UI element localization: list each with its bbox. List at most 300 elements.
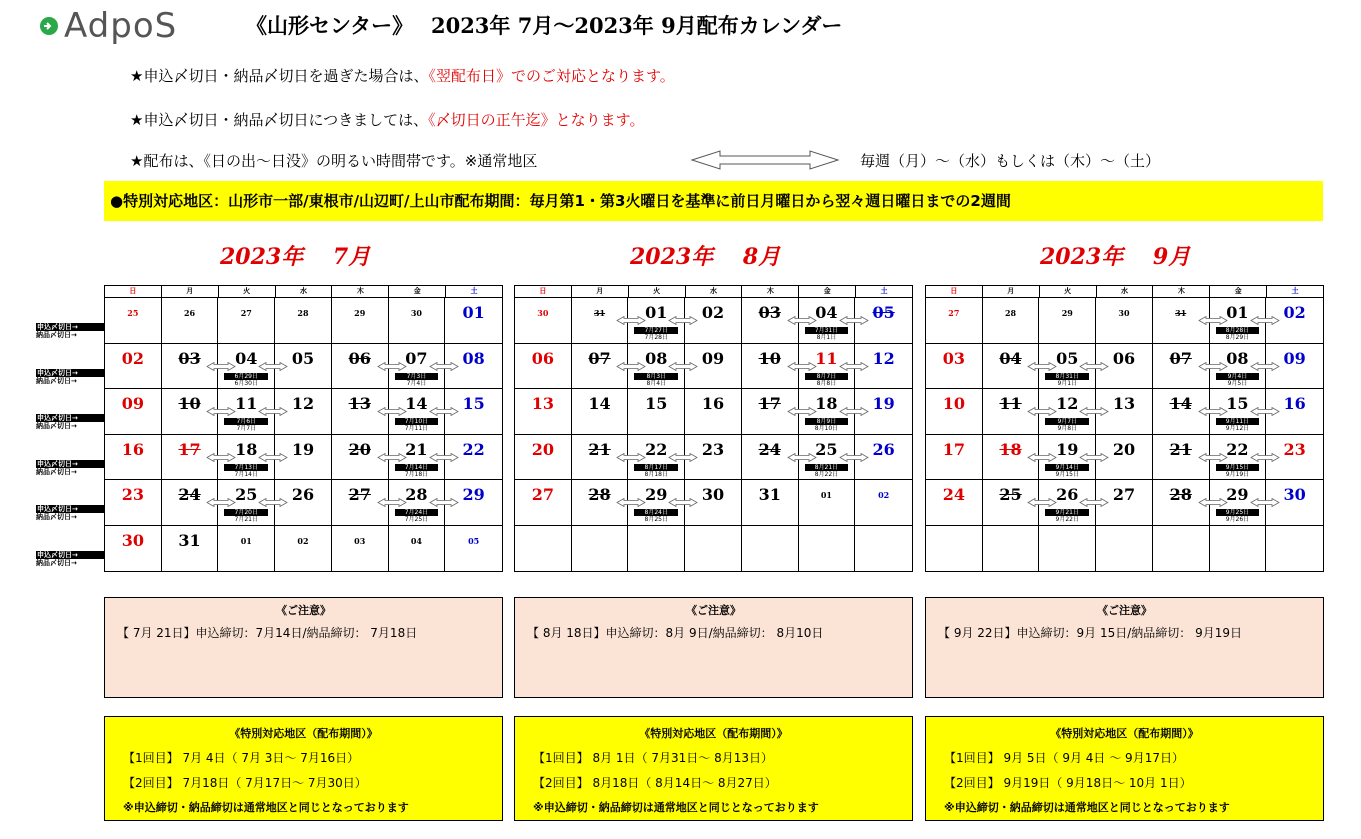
page-title: 《山形センター》 2023年 7月～2023年 9月配布カレンダー bbox=[246, 13, 843, 38]
day-number: 10 bbox=[942, 394, 965, 413]
range-arrow-icon bbox=[616, 447, 646, 456]
apply-deadline: 7月20日 bbox=[224, 509, 268, 516]
day-cell bbox=[1153, 526, 1210, 572]
apply-deadline: 8月21日 bbox=[805, 464, 849, 471]
day-number: 02 bbox=[121, 348, 144, 368]
day-cell bbox=[218, 526, 275, 572]
day-cell bbox=[332, 526, 389, 572]
day-number: 09 bbox=[1283, 348, 1306, 368]
special-heading: 《特別対応地区（配布期間）》 bbox=[1050, 727, 1199, 740]
day-cell bbox=[1096, 435, 1153, 481]
day-number: 25 bbox=[999, 485, 1022, 504]
day-cell bbox=[105, 298, 162, 344]
delivery-deadline: 8月29日 bbox=[1225, 334, 1250, 341]
day-cell bbox=[1096, 298, 1153, 344]
apply-deadline: 8月24日 bbox=[634, 509, 678, 516]
day-number: 19 bbox=[291, 439, 315, 459]
delivery-deadline: 7月11日 bbox=[404, 425, 429, 432]
apply-deadline: 8月31日 bbox=[1045, 373, 1089, 380]
day-number: 01 bbox=[820, 490, 832, 500]
range-arrow-icon bbox=[1198, 492, 1228, 501]
day-cell bbox=[105, 344, 162, 390]
day-cell bbox=[685, 389, 742, 435]
weekday-header: 日 bbox=[105, 286, 162, 297]
day-cell bbox=[275, 526, 332, 572]
row-side-label: 申込〆切日→ 納品〆切日→ bbox=[36, 414, 104, 430]
day-number: 15 bbox=[645, 394, 668, 413]
day-number: 20 bbox=[1112, 439, 1136, 459]
day-number: 29 bbox=[1226, 485, 1249, 504]
special-second: 【2回目】 8月18日（ 8月14日～ 8月27日） bbox=[533, 776, 777, 790]
notice-body: 【 9月 22日】申込締切：9月 15日/納品締切： 9月19日 bbox=[938, 626, 1243, 640]
day-cell bbox=[275, 344, 332, 390]
day-number: 02 bbox=[1283, 303, 1306, 322]
apply-deadline: 6月29日 bbox=[224, 373, 268, 380]
row-side-label: 申込〆切日→ 納品〆切日→ bbox=[36, 323, 104, 339]
special-period-box bbox=[104, 716, 503, 821]
day-cell bbox=[515, 389, 572, 435]
day-number: 22 bbox=[645, 439, 668, 459]
weekday-header: 月 bbox=[162, 286, 219, 297]
day-number: 04 bbox=[999, 348, 1022, 368]
day-cell bbox=[983, 526, 1040, 572]
day-number: 14 bbox=[588, 394, 611, 413]
day-cell bbox=[1096, 344, 1153, 390]
apply-deadline: 8月3日 bbox=[634, 373, 678, 380]
day-cell bbox=[515, 435, 572, 481]
delivery-deadline: 8月4日 bbox=[646, 379, 667, 387]
day-cell bbox=[445, 435, 502, 481]
day-number: 01 bbox=[1226, 303, 1249, 322]
delivery-deadline: 7月25日 bbox=[404, 516, 429, 523]
special-period-box bbox=[925, 716, 1324, 821]
apply-deadline: 7月31日 bbox=[805, 327, 849, 334]
day-cell bbox=[1096, 526, 1153, 572]
row-side-label: 申込〆切日→ 納品〆切日→ bbox=[36, 369, 104, 385]
delivery-deadline: 7月18日 bbox=[404, 470, 429, 478]
day-number: 20 bbox=[531, 439, 554, 459]
notice-box bbox=[514, 597, 913, 698]
special-period-box bbox=[514, 716, 913, 821]
day-number: 10 bbox=[758, 348, 781, 368]
day-number: 18 bbox=[999, 439, 1022, 459]
range-arrow-icon bbox=[1027, 492, 1057, 501]
row-side-label: 申込〆切日→ 納品〆切日→ bbox=[36, 460, 104, 476]
apply-deadline: 7月27日 bbox=[634, 327, 678, 334]
day-number: 24 bbox=[178, 485, 201, 504]
apply-deadline: 7月24日 bbox=[395, 509, 439, 516]
delivery-deadline: 8月10日 bbox=[814, 425, 839, 432]
apply-deadline: 9月15日 bbox=[1216, 464, 1260, 471]
notice-heading: 《ご注意》 bbox=[276, 604, 331, 617]
weekday-header: 水 bbox=[1097, 286, 1154, 297]
apply-deadline: 9月21日 bbox=[1045, 509, 1089, 516]
apply-deadline: 9月11日 bbox=[1216, 418, 1260, 425]
day-number: 27 bbox=[1112, 485, 1136, 504]
day-number: 26 bbox=[291, 485, 315, 504]
day-cell bbox=[1096, 480, 1153, 526]
weekday-header: 木 bbox=[742, 286, 799, 297]
day-cell bbox=[628, 435, 685, 481]
weekday-header: 日 bbox=[515, 286, 572, 297]
day-number: 05 bbox=[468, 535, 480, 546]
apply-deadline: 9月25日 bbox=[1216, 509, 1260, 516]
day-number: 14 bbox=[405, 394, 428, 413]
apply-deadline: 7月10日 bbox=[395, 418, 439, 425]
day-cell bbox=[1266, 344, 1323, 390]
day-number: 02 bbox=[297, 535, 309, 546]
day-number: 28 bbox=[405, 485, 428, 504]
day-number: 05 bbox=[291, 348, 315, 368]
day-number: 12 bbox=[872, 348, 895, 368]
day-number: 25 bbox=[235, 485, 258, 504]
day-cell bbox=[685, 298, 742, 344]
special-second: 【2回目】 9月19日（ 9月18日～ 10月 1日） bbox=[944, 776, 1192, 790]
day-number: 26 bbox=[1056, 485, 1079, 504]
day-cell bbox=[1210, 344, 1267, 390]
range-arrow-icon bbox=[1198, 401, 1228, 410]
day-cell bbox=[926, 480, 983, 526]
day-number: 19 bbox=[872, 394, 895, 413]
day-cell bbox=[1039, 389, 1096, 435]
day-cell bbox=[162, 298, 219, 344]
delivery-deadline: 8月22日 bbox=[814, 470, 839, 478]
day-number: 04 bbox=[815, 303, 838, 322]
day-number: 23 bbox=[1283, 439, 1306, 459]
day-cell bbox=[628, 344, 685, 390]
weekday-header: 金 bbox=[799, 286, 856, 297]
day-number: 27 bbox=[240, 308, 252, 318]
day-cell bbox=[218, 435, 275, 481]
day-cell bbox=[628, 298, 685, 344]
range-arrow-icon bbox=[206, 356, 236, 365]
day-number: 06 bbox=[348, 348, 371, 368]
day-number: 01 bbox=[645, 303, 668, 322]
day-cell bbox=[332, 298, 389, 344]
day-number: 24 bbox=[942, 485, 965, 504]
day-cell bbox=[105, 480, 162, 526]
day-number: 08 bbox=[462, 348, 485, 368]
day-number: 17 bbox=[758, 394, 781, 413]
day-cell bbox=[1210, 389, 1267, 435]
range-arrow-icon bbox=[377, 401, 407, 410]
day-cell bbox=[515, 526, 572, 572]
day-cell bbox=[628, 389, 685, 435]
day-cell bbox=[389, 435, 446, 481]
day-cell bbox=[515, 298, 572, 344]
day-number: 04 bbox=[235, 348, 258, 368]
day-number: 21 bbox=[1169, 439, 1192, 459]
apply-deadline: 9月4日 bbox=[1216, 373, 1260, 380]
day-number: 10 bbox=[178, 394, 201, 413]
day-number: 06 bbox=[1112, 348, 1136, 368]
range-arrow-icon bbox=[377, 447, 407, 456]
day-number: 27 bbox=[948, 308, 960, 318]
apply-deadline: 8月9日 bbox=[805, 418, 849, 425]
day-cell bbox=[162, 526, 219, 572]
day-number: 18 bbox=[815, 394, 838, 413]
delivery-deadline: 7月4日 bbox=[406, 379, 427, 387]
special-note: ※申込締切・納品締切は通常地区と同じとなっております bbox=[533, 801, 819, 814]
special-area-banner: ●特別対応地区：山形市一部/東根市/山辺町/上山市配布期間：毎月第1・第3火曜日を基準に前日月曜日から翌々週日曜日までの2週間 bbox=[104, 181, 1323, 221]
apply-deadline: 7月14日 bbox=[395, 464, 439, 471]
delivery-deadline: 8月25日 bbox=[644, 516, 668, 523]
notice-heading: 《ご注意》 bbox=[1097, 604, 1152, 617]
day-number: 16 bbox=[121, 439, 144, 459]
day-number: 25 bbox=[127, 308, 139, 318]
range-arrow-icon bbox=[1027, 356, 1057, 365]
day-number: 01 bbox=[462, 303, 485, 322]
day-number: 30 bbox=[537, 308, 549, 318]
special-first: 【1回目】 8月 1日（ 7月31日～ 8月13日） bbox=[533, 751, 773, 765]
month-heading: 2023年 8月 bbox=[630, 244, 781, 270]
day-number: 28 bbox=[588, 485, 611, 504]
day-cell bbox=[799, 480, 856, 526]
day-number: 20 bbox=[348, 439, 371, 459]
day-cell bbox=[389, 344, 446, 390]
day-number: 07 bbox=[588, 348, 611, 368]
range-arrow-icon bbox=[377, 492, 407, 501]
weekday-header: 土 bbox=[880, 287, 888, 295]
day-cell bbox=[799, 298, 856, 344]
day-number: 07 bbox=[1169, 348, 1192, 368]
month-calendar bbox=[104, 285, 503, 572]
special-first: 【1回目】 9月 5日（ 9月 4日 ～ 9月17日） bbox=[944, 751, 1184, 765]
day-number: 28 bbox=[297, 308, 309, 318]
day-cell bbox=[1039, 480, 1096, 526]
day-cell bbox=[685, 480, 742, 526]
day-number: 11 bbox=[235, 394, 258, 413]
day-cell bbox=[1210, 298, 1267, 344]
day-number: 13 bbox=[1112, 394, 1136, 413]
day-cell bbox=[445, 526, 502, 572]
day-cell bbox=[275, 435, 332, 481]
day-cell bbox=[218, 389, 275, 435]
day-cell bbox=[389, 526, 446, 572]
range-arrow-icon bbox=[1198, 447, 1228, 456]
day-number: 12 bbox=[291, 394, 315, 413]
delivery-deadline: 9月19日 bbox=[1225, 470, 1250, 478]
apply-deadline: 8月17日 bbox=[634, 464, 678, 471]
weekday-header: 月 bbox=[983, 286, 1040, 297]
day-cell bbox=[926, 298, 983, 344]
day-number: 29 bbox=[1061, 308, 1073, 318]
day-number: 31 bbox=[178, 530, 201, 550]
day-number: 25 bbox=[815, 439, 838, 459]
range-arrow-icon bbox=[787, 356, 817, 365]
day-number: 09 bbox=[701, 348, 725, 368]
range-arrow-icon bbox=[206, 447, 236, 456]
day-cell bbox=[628, 526, 685, 572]
day-number: 03 bbox=[758, 303, 781, 322]
day-number: 24 bbox=[758, 439, 781, 459]
apply-deadline: 7月6日 bbox=[224, 418, 268, 425]
day-cell bbox=[218, 298, 275, 344]
delivery-deadline: 6月30日 bbox=[234, 379, 258, 387]
day-number: 29 bbox=[645, 485, 668, 504]
day-number: 17 bbox=[178, 439, 201, 459]
day-number: 28 bbox=[1004, 308, 1017, 318]
special-heading: 《特別対応地区（配布期間）》 bbox=[229, 727, 378, 740]
day-cell bbox=[1266, 389, 1323, 435]
day-cell bbox=[1210, 526, 1267, 572]
day-number: 03 bbox=[178, 348, 201, 368]
day-cell bbox=[105, 435, 162, 481]
day-number: 11 bbox=[815, 348, 838, 368]
delivery-deadline: 9月1日 bbox=[1057, 379, 1078, 387]
day-cell bbox=[799, 344, 856, 390]
day-cell bbox=[742, 526, 799, 572]
day-number: 08 bbox=[645, 348, 668, 368]
delivery-deadline: 9月12日 bbox=[1225, 425, 1250, 432]
day-cell bbox=[855, 480, 912, 526]
day-cell bbox=[389, 298, 446, 344]
day-number: 17 bbox=[942, 439, 965, 459]
month-calendar bbox=[925, 285, 1324, 572]
day-number: 15 bbox=[1226, 394, 1249, 413]
day-number: 22 bbox=[1226, 439, 1249, 459]
day-cell bbox=[799, 389, 856, 435]
special-note: ※申込締切・納品締切は通常地区と同じとなっております bbox=[123, 801, 409, 814]
day-number: 14 bbox=[1169, 394, 1192, 413]
special-note: ※申込締切・納品締切は通常地区と同じとなっております bbox=[944, 801, 1230, 814]
day-cell bbox=[105, 389, 162, 435]
day-cell bbox=[572, 389, 629, 435]
day-number: 19 bbox=[1056, 439, 1079, 459]
day-cell bbox=[628, 480, 685, 526]
logo-leaf-icon bbox=[38, 15, 60, 37]
logo-text: AdpoS bbox=[64, 6, 178, 46]
day-cell bbox=[926, 435, 983, 481]
special-first: 【1回目】 7月 4日（ 7月 3日～ 7月16日） bbox=[123, 751, 360, 765]
apply-deadline: 7月13日 bbox=[224, 464, 268, 471]
day-number: 03 bbox=[942, 348, 965, 368]
day-number: 30 bbox=[410, 308, 422, 318]
day-number: 02 bbox=[701, 303, 725, 322]
range-arrow-icon bbox=[616, 310, 646, 319]
day-cell bbox=[1039, 344, 1096, 390]
weekly-schedule: 毎週（月）～（水）もしくは（木）～（土） bbox=[860, 152, 1161, 170]
day-cell bbox=[926, 526, 983, 572]
apply-deadline: 8月7日 bbox=[805, 373, 849, 380]
row-side-label: 申込〆切日→ 納品〆切日→ bbox=[36, 505, 104, 521]
day-cell bbox=[389, 389, 446, 435]
day-number: 16 bbox=[701, 394, 725, 413]
weekday-header: 水 bbox=[276, 286, 333, 297]
day-number: 06 bbox=[531, 348, 554, 368]
delivery-deadline: 7月14日 bbox=[234, 470, 258, 478]
day-cell bbox=[1039, 435, 1096, 481]
day-cell bbox=[926, 389, 983, 435]
special-second: 【2回目】 7月18日（ 7月17日～ 7月30日） bbox=[123, 776, 367, 790]
weekday-header: 木 bbox=[332, 286, 389, 297]
weekday-header: 金 bbox=[1210, 286, 1267, 297]
day-cell bbox=[218, 344, 275, 390]
notice-box bbox=[925, 597, 1324, 698]
day-cell bbox=[1266, 435, 1323, 481]
range-arrow-icon bbox=[616, 492, 646, 501]
day-cell bbox=[515, 344, 572, 390]
day-cell bbox=[105, 526, 162, 572]
range-arrow-icon bbox=[787, 310, 817, 319]
day-number: 16 bbox=[1283, 394, 1306, 413]
day-number: 29 bbox=[462, 485, 485, 504]
day-number: 23 bbox=[701, 439, 725, 459]
day-number: 22 bbox=[462, 439, 485, 459]
day-number: 01 bbox=[240, 535, 252, 546]
weekday-header: 火 bbox=[219, 286, 276, 297]
day-cell bbox=[445, 298, 502, 344]
day-number: 09 bbox=[121, 394, 144, 413]
day-cell bbox=[218, 480, 275, 526]
day-number: 29 bbox=[354, 308, 366, 318]
day-cell bbox=[445, 389, 502, 435]
day-cell bbox=[855, 344, 912, 390]
day-cell bbox=[742, 480, 799, 526]
day-number: 30 bbox=[701, 485, 725, 504]
range-arrow-icon bbox=[616, 356, 646, 365]
weekday-header: 火 bbox=[629, 286, 686, 297]
delivery-deadline: 7月28日 bbox=[644, 334, 668, 341]
apply-deadline: 8月28日 bbox=[1216, 327, 1260, 334]
delivery-deadline: 9月26日 bbox=[1225, 516, 1250, 523]
day-number: 27 bbox=[348, 485, 371, 504]
day-cell bbox=[983, 298, 1040, 344]
day-number: 31 bbox=[593, 308, 606, 318]
day-cell bbox=[855, 526, 912, 572]
delivery-deadline: 8月18日 bbox=[644, 470, 668, 478]
delivery-deadline: 9月15日 bbox=[1055, 470, 1079, 478]
day-number: 30 bbox=[121, 530, 144, 550]
day-cell bbox=[1266, 298, 1323, 344]
day-cell bbox=[1039, 298, 1096, 344]
day-cell bbox=[1210, 480, 1267, 526]
range-arrow-icon bbox=[377, 356, 407, 365]
delivery-deadline: 8月1日 bbox=[816, 334, 837, 341]
notice-heading: 《ご注意》 bbox=[686, 604, 741, 617]
day-cell bbox=[445, 344, 502, 390]
delivery-deadline: 8月8日 bbox=[816, 379, 837, 387]
day-cell bbox=[515, 480, 572, 526]
day-cell bbox=[799, 435, 856, 481]
delivery-deadline: 9月5日 bbox=[1227, 379, 1248, 387]
range-arrow-icon bbox=[1198, 310, 1228, 319]
day-number: 05 bbox=[1056, 348, 1079, 368]
day-cell bbox=[275, 298, 332, 344]
notice-body: 【 8月 18日】申込締切：8月 9日/納品締切： 8月10日 bbox=[527, 626, 824, 640]
day-number: 26 bbox=[872, 439, 895, 459]
weekday-header: 土 bbox=[1291, 287, 1299, 295]
day-cell bbox=[926, 344, 983, 390]
apply-deadline: 9月14日 bbox=[1045, 464, 1089, 471]
note-2: ★申込〆切日・納品〆切日につきましては、《〆切日の正午迄》となります。 bbox=[130, 111, 645, 129]
day-number: 03 bbox=[354, 535, 366, 546]
day-cell bbox=[685, 435, 742, 481]
day-number: 30 bbox=[1283, 485, 1306, 504]
day-cell bbox=[685, 344, 742, 390]
range-arrow-icon bbox=[1198, 356, 1228, 365]
row-side-label: 申込〆切日→ 納品〆切日→ bbox=[36, 551, 104, 567]
day-cell bbox=[855, 389, 912, 435]
note-3: ★配布は、《日の出～日没》の明るい時間帯です。※通常地区 bbox=[130, 152, 538, 170]
note-1: ★申込〆切日・納品〆切日を過ぎた場合は、《翌配布日》でのご対応となります。 bbox=[130, 67, 675, 85]
range-arrow-icon bbox=[787, 401, 817, 410]
day-number: 08 bbox=[1226, 348, 1249, 368]
day-number: 26 bbox=[183, 308, 196, 318]
range-arrow-icon bbox=[787, 447, 817, 456]
day-cell bbox=[572, 526, 629, 572]
delivery-deadline: 7月7日 bbox=[236, 425, 257, 432]
